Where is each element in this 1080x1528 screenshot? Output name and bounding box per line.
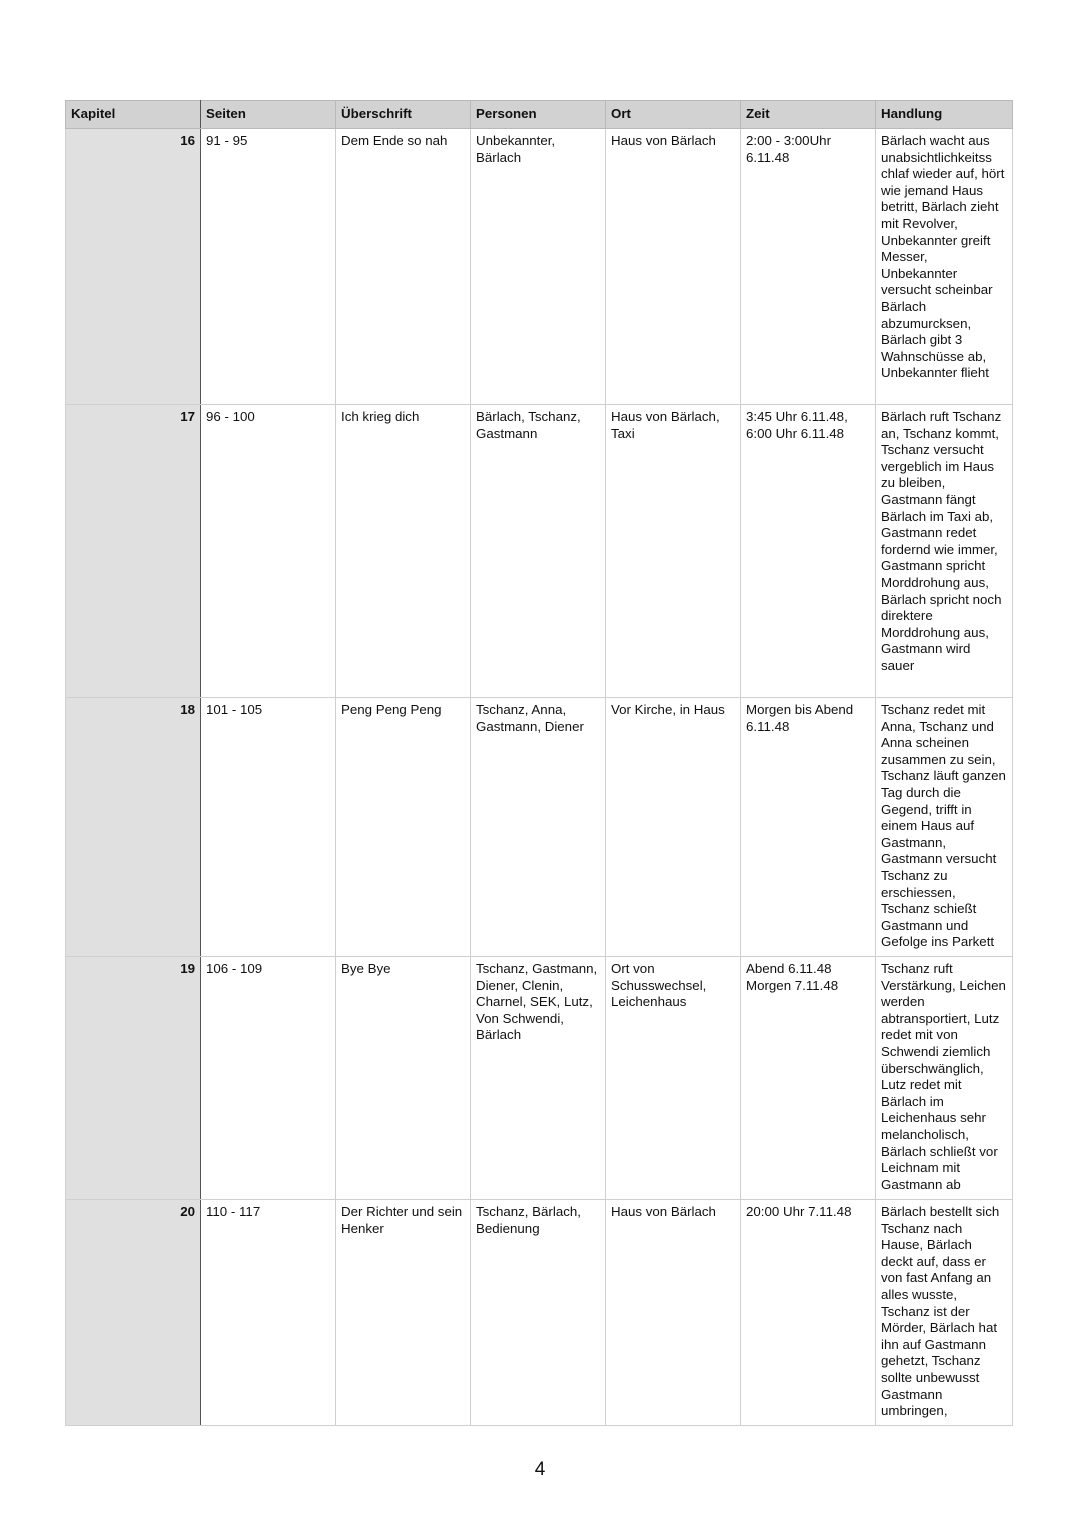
cell-seiten: 101 - 105 [201,698,336,957]
cell-ort: Vor Kirche, in Haus [606,698,741,957]
cell-seiten: 110 - 117 [201,1200,336,1426]
cell-kapitel: 17 [66,405,201,698]
header-kapitel: Kapitel [66,101,201,129]
header-handlung: Handlung [876,101,1013,129]
chapter-table [65,100,1013,1426]
cell-ort: Ort von Schusswechsel, Leichenhaus [606,957,741,1200]
header-personen: Personen [471,101,606,129]
table-row [66,698,1013,957]
table-row [66,405,1013,698]
cell-seiten: 106 - 109 [201,957,336,1200]
cell-personen: Tschanz, Gastmann, Diener, Clenin, Charnel, SEK, Lutz, Von Schwendi, Bärlach [471,957,606,1200]
cell-ort: Haus von Bärlach [606,1200,741,1426]
cell-handlung: Bärlach ruft Tschanz an, Tschanz kommt, Tschanz versucht vergeblich im Haus zu bleiben, Gastmann fängt Bärlach im Taxi ab, Gastmann redet fordernd wie immer, Gastmann spricht Morddrohung aus, Bärlach spricht noch direktere Morddrohung aus, Gastmann wird sauer [876,405,1013,698]
table-row [66,1200,1013,1426]
cell-personen: Unbekannter, Bärlach [471,129,606,405]
cell-zeit: Abend 6.11.48 Morgen 7.11.48 [741,957,876,1200]
cell-ueberschrift: Der Richter und sein Henker [336,1200,471,1426]
cell-personen: Bärlach, Tschanz, Gastmann [471,405,606,698]
table-row [66,129,1013,405]
cell-handlung: Tschanz redet mit Anna, Tschanz und Anna scheinen zusammen zu sein, Tschanz läuft ganzen Tag durch die Gegend, trifft in einem Haus auf Gastmann, Gastmann versucht Tschanz zu erschiessen, Tschanz schießt Gastmann und Gefolge ins Parkett [876,698,1013,957]
cell-zeit: Morgen bis Abend 6.11.48 [741,698,876,957]
cell-ueberschrift: Dem Ende so nah [336,129,471,405]
cell-personen: Tschanz, Anna, Gastmann, Diener [471,698,606,957]
cell-personen: Tschanz, Bärlach, Bedienung [471,1200,606,1426]
cell-kapitel: 18 [66,698,201,957]
cell-ort: Haus von Bärlach [606,129,741,405]
page-number: 4 [534,1459,546,1480]
cell-kapitel: 19 [66,957,201,1200]
cell-kapitel: 16 [66,129,201,405]
cell-ueberschrift: Bye Bye [336,957,471,1200]
cell-zeit: 2:00 - 3:00Uhr 6.11.48 [741,129,876,405]
cell-ueberschrift: Ich krieg dich [336,405,471,698]
cell-ueberschrift: Peng Peng Peng [336,698,471,957]
table-row [66,957,1013,1200]
header-zeit: Zeit [741,101,876,129]
cell-handlung: Tschanz ruft Verstärkung, Leichen werden abtransportiert, Lutz redet mit von Schwendi ziemlich überschwänglich, Lutz redet mit Bärlach im Leichenhaus sehr melancholisch, Bärlach schließt vor Leichnam mit Gastmann ab [876,957,1013,1200]
cell-ort: Haus von Bärlach, Taxi [606,405,741,698]
cell-seiten: 96 - 100 [201,405,336,698]
table-header-row [66,101,1013,129]
cell-handlung: Bärlach bestellt sich Tschanz nach Hause, Bärlach deckt auf, dass er von fast Anfang an alles wusste, Tschanz ist der Mörder, Bärlach hat ihn auf Gastmann gehetzt, Tschanz sollte unbewusst Gastmann umbringen, [876,1200,1013,1426]
cell-zeit: 3:45 Uhr 6.11.48, 6:00 Uhr 6.11.48 [741,405,876,698]
header-ort: Ort [606,101,741,129]
cell-handlung: Bärlach wacht aus unabsichtlichkeitss chlaf wieder auf, hört wie jemand Haus betritt, Bärlach zieht mit Revolver, Unbekannter greift Messer, Unbekannter versucht scheinbar Bärlach abzumurcksen, Bärlach gibt 3 Wahnschüsse ab, Unbekannter flieht [876,129,1013,405]
header-ueberschrift: Überschrift [336,101,471,129]
cell-seiten: 91 - 95 [201,129,336,405]
header-seiten: Seiten [201,101,336,129]
cell-kapitel: 20 [66,1200,201,1426]
cell-zeit: 20:00 Uhr 7.11.48 [741,1200,876,1426]
